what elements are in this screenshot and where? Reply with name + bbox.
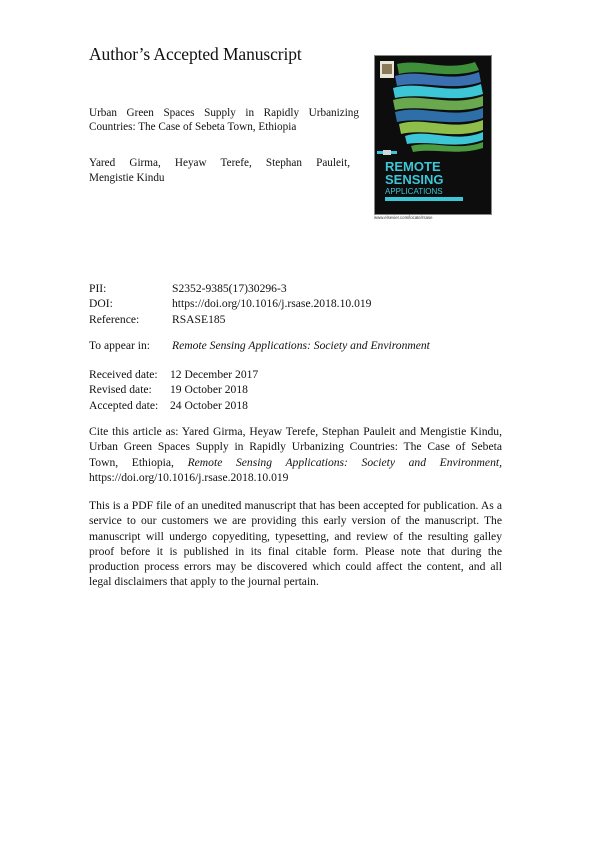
received-date-row bbox=[89, 367, 258, 382]
cover-journal-line-3: APPLICATIONS bbox=[385, 187, 443, 196]
citation-journal: Remote Sensing Applications: Society and Environment, bbox=[187, 455, 502, 469]
citation-doi-link[interactable]: https://doi.org/10.1016/j.rsase.2018.10.019 bbox=[89, 470, 289, 484]
doi-link[interactable]: https://doi.org/10.1016/j.rsase.2018.10.019 bbox=[172, 297, 372, 311]
to-appear-label: To appear in: bbox=[89, 339, 150, 352]
manuscript-identifiers bbox=[89, 281, 371, 327]
received-value: 12 December 2017 bbox=[170, 368, 259, 381]
reference-label: Reference: bbox=[89, 312, 140, 326]
cover-journal-line-2: SENSING bbox=[385, 172, 444, 187]
journal-cover-image bbox=[374, 55, 492, 215]
revised-label: Revised date: bbox=[89, 383, 152, 397]
received-label: Received date: bbox=[89, 368, 158, 381]
revised-date-row bbox=[89, 382, 258, 397]
manuscript-dates bbox=[89, 367, 258, 413]
accepted-date-row bbox=[89, 398, 258, 413]
authors-line-2: Mengistie Kindu bbox=[89, 172, 165, 185]
citation-text: Cite this article as: Yared Girma, Heyaw Terefe, Stephan Pauleit and Mengistie Kindu, Urban Green Spaces Supply in Rapidly Urbanizing Countries: The Case of Sebeta Town, Ethiopia, bbox=[89, 425, 502, 469]
pii-row bbox=[89, 281, 371, 296]
page-header-title: Author’s Accepted Manuscript bbox=[89, 44, 302, 64]
accepted-label: Accepted date: bbox=[89, 398, 159, 412]
doi-row bbox=[89, 296, 371, 311]
pii-value: S2352-9385(17)30296-3 bbox=[172, 282, 287, 295]
cover-journal-url: www.elsevier.com/locate/rsase bbox=[374, 215, 433, 220]
author-list bbox=[89, 156, 350, 187]
reference-value: RSASE185 bbox=[172, 312, 226, 326]
journal-cover-art bbox=[375, 56, 491, 214]
disclaimer-paragraph: This is a PDF file of an unedited manuscript that has been accepted for publication. As a service to our customers we are providing this early version of the manuscript. The manuscript will undergo copyediting, typesetting, and review of the resulting galley proof before it is published in its final citable form. Please note that during the production process errors may be discovered which could affect the content, and all legal disclaimers that apply to the journal pertain. bbox=[89, 499, 502, 589]
revised-value: 19 October 2018 bbox=[170, 383, 248, 397]
reference-row bbox=[89, 312, 371, 327]
accepted-value: 24 October 2018 bbox=[170, 398, 248, 412]
authors-line-1: Yared Girma, Heyaw Terefe, Stephan Pauleit, bbox=[89, 157, 350, 169]
to-appear-in-row bbox=[89, 339, 430, 352]
doi-label: DOI: bbox=[89, 297, 113, 311]
cover-journal-line-1: REMOTE bbox=[385, 159, 441, 174]
article-title: Urban Green Spaces Supply in Rapidly Urbanizing Countries: The Case of Sebeta Town, Ethiopia bbox=[89, 107, 359, 134]
pii-label: PII: bbox=[89, 282, 107, 295]
journal-name: Remote Sensing Applications: Society and Environment bbox=[172, 339, 430, 352]
citation-paragraph bbox=[89, 424, 502, 485]
